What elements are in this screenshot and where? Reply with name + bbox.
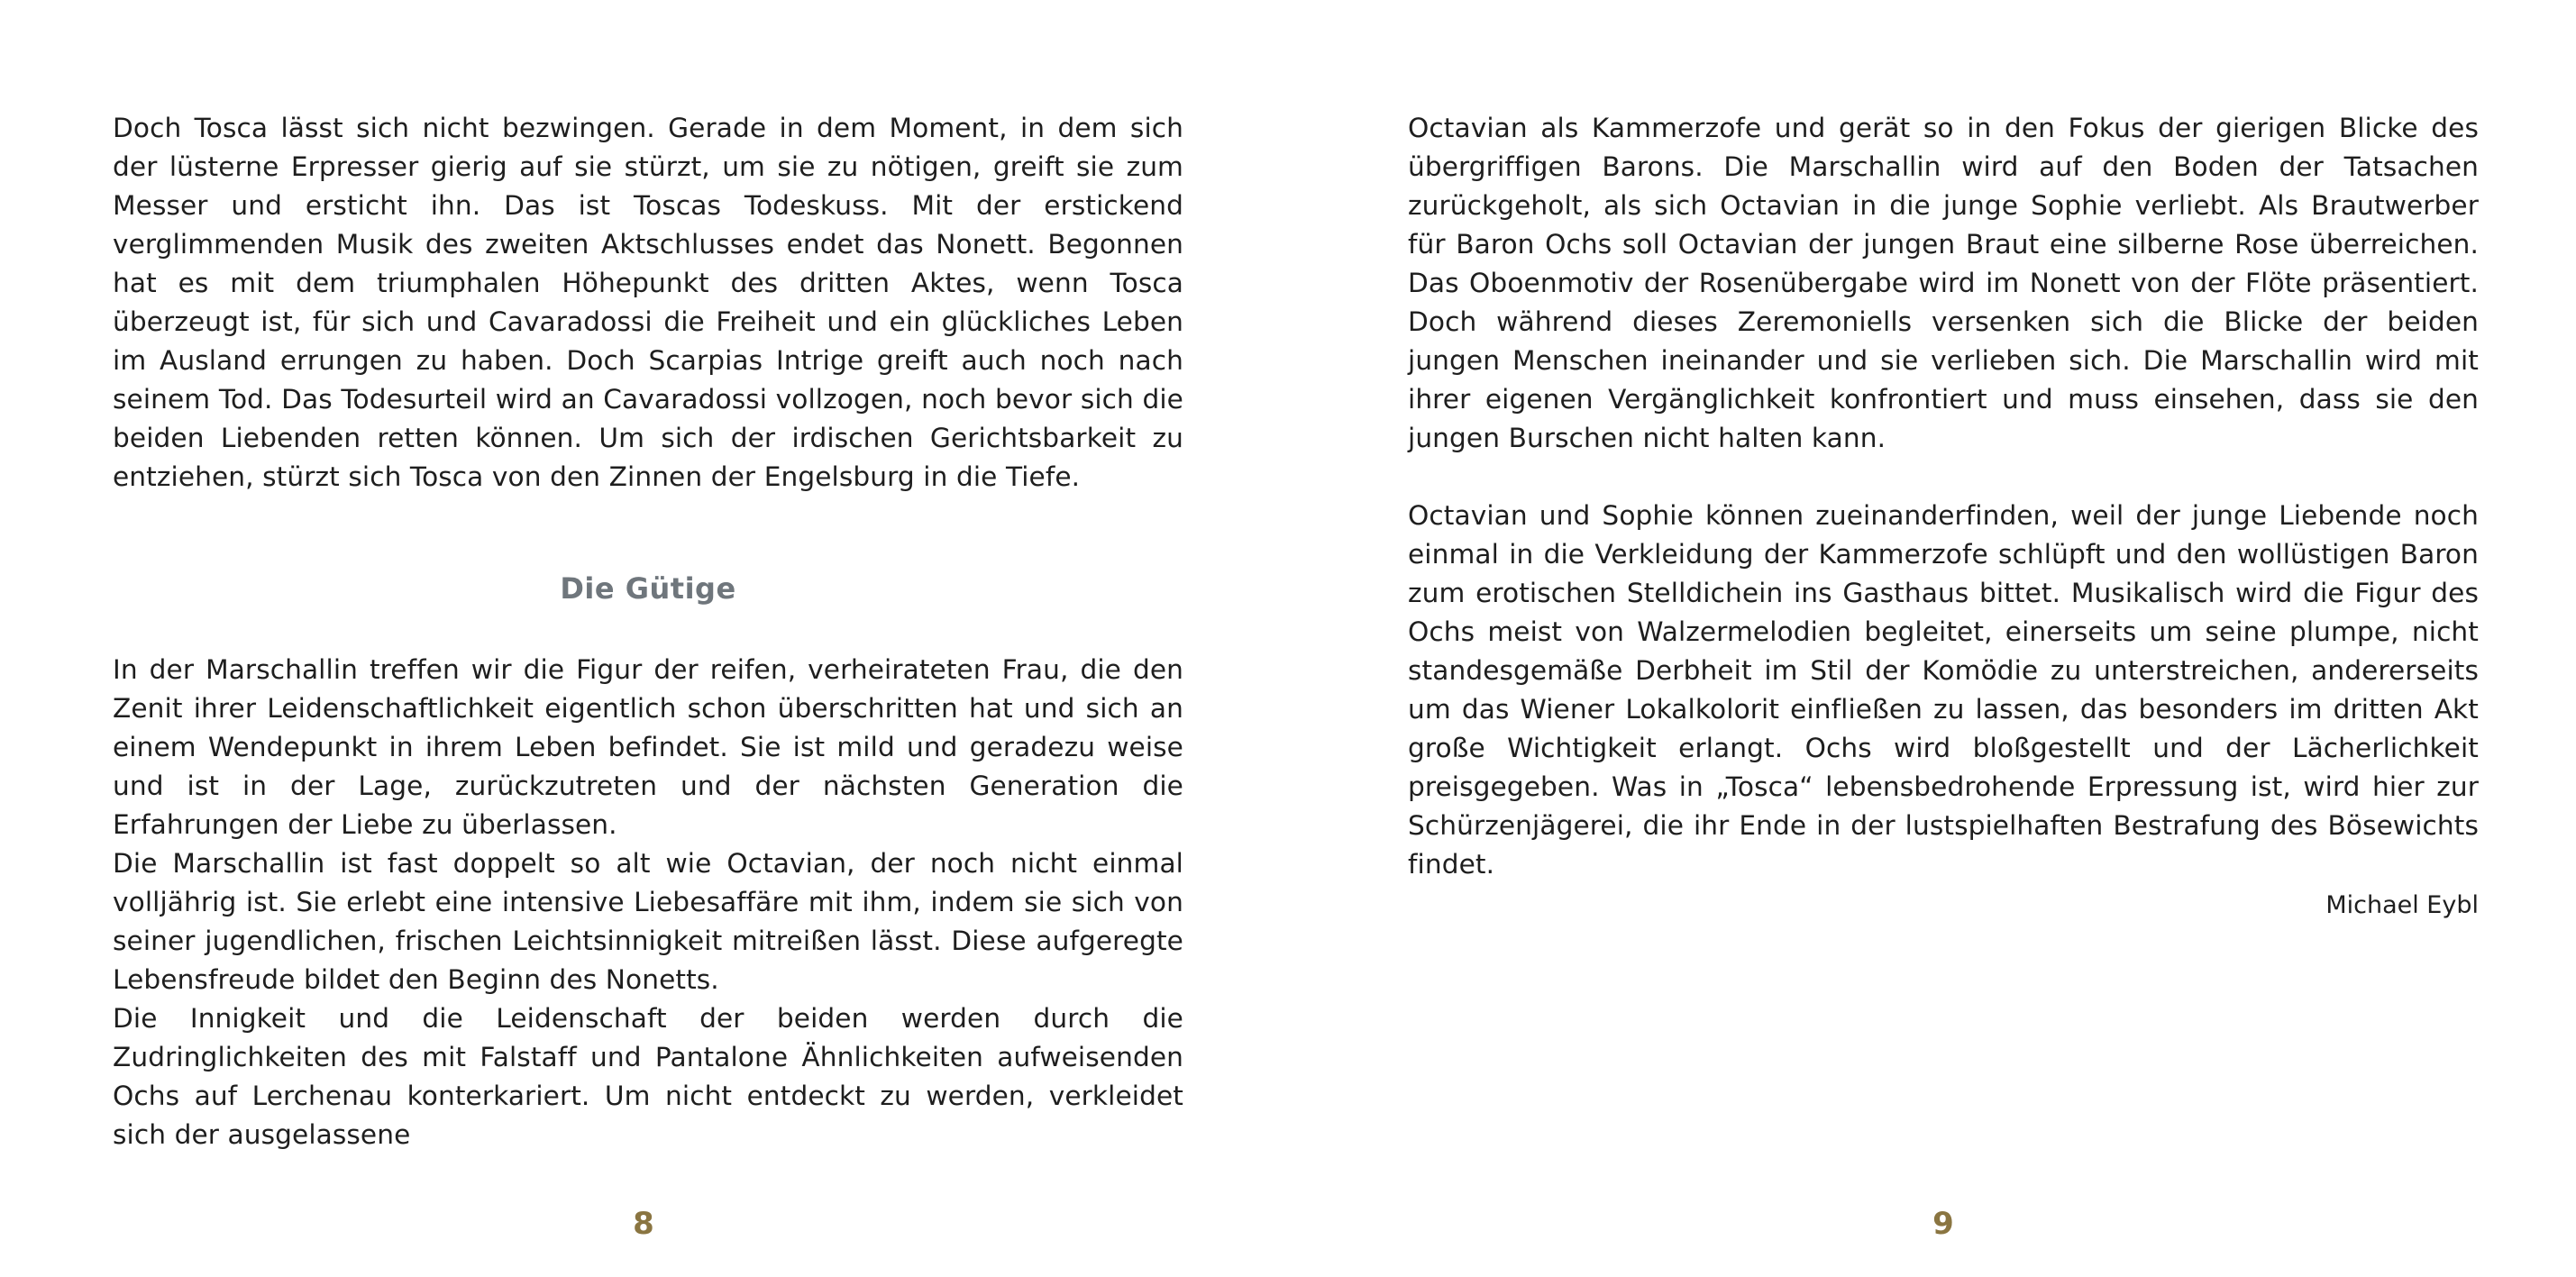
intro-text-block	[113, 109, 1183, 497]
section-heading: Die Gütige	[560, 571, 736, 606]
paragraph: Octavian und Sophie können zueinanderfinden, weil der junge Liebende noch einmal in die Verkleidung der Kammerzofe schlüpft und den wollüstigen Baron zum erotischen Stelldichein ins Gasthaus bittet. Musikalisch wird die Figur des Ochs meist von Walzermelodien begleitet, einerseits um seine plumpe, nicht standesgemäße Derbheit im Stil der Komödie zu unterstreichen, andererseits um das Wiener Lokalkolorit einfließen zu lassen, das besonders im dritten Akt große Wichtigkeit erlangt. Ochs wird bloßgestellt und der Lächerlichkeit preisgegeben. Was in „Tosca“ lebensbedrohende Erpressung ist, wird hier zur Schürzenjägerei, die ihr Ende in der lustspielhaften Bestrafung des Bösewichts findet.	[1408, 500, 2479, 880]
right-text-block	[1408, 109, 2479, 884]
author-signature: Michael Eybl	[2325, 891, 2479, 919]
paragraph: In der Marschallin treffen wir die Figur der reifen, verheirateten Frau, die den Zenit ihrer Leidenschaftlichkeit eigentlich schon überschritten hat und sich an einem Wendepunkt in ihrem Leben befindet. Sie ist mild und geradezu weise und ist in der Lage, zurückzutreten und der nächsten Generation die Erfahrungen der Liebe zu überlassen.	[113, 654, 1183, 840]
page-number: 8	[633, 1206, 654, 1242]
main-text-block	[113, 651, 1183, 1154]
paragraph: Die Innigkeit und die Leidenschaft der beiden werden durch die Zudringlichkeiten des mit Falstaff und Pantalone Ähnlichkeiten aufweisenden Ochs auf Lerchenau konterkariert. Um nicht entdeckt zu werden, verkleidet sich der ausgelassene	[113, 1003, 1183, 1150]
page-number: 9	[1932, 1206, 1954, 1242]
paragraph: Octavian als Kammerzofe und gerät so in den Fokus der gierigen Blicke des übergriffigen Barons. Die Marschallin wird auf den Boden der Tatsachen zurückgeholt, als sich Octavian in die junge Sophie verliebt. Als Brautwerber für Baron Ochs soll Octavian der jungen Braut eine silberne Rose überreichen. Das Oboenmotiv der Rosenübergabe wird im Nonett von der Flöte präsentiert. Doch während dieses Zeremoniells versenken sich die Blicke der beiden jungen Menschen ineinander und sie verlieben sich. Die Marschallin wird mit ihrer eigenen Vergänglichkeit konfrontiert und muss einsehen, dass sie den jungen Burschen nicht halten kann.	[1408, 113, 2479, 453]
intro-paragraph: Doch Tosca lässt sich nicht bezwingen. Gerade in dem Moment, in dem sich der lüsterne Erpresser gierig auf sie stürzt, um sie zu nötigen, greift sie zum Messer und ersticht ihn. Das ist Toscas Todeskuss. Mit der erstickend verglimmenden Musik des zweiten Aktschlusses endet das Nonett. Begonnen hat es mit dem triumphalen Höhepunkt des dritten Aktes, wenn Tosca überzeugt ist, für sich und Cavaradossi die Freiheit und ein glückliches Leben im Ausland errungen zu haben. Doch Scarpias Intrige greift auch noch nach seinem Tod. Das Todesurteil wird an Cavaradossi vollzogen, noch bevor sich die beiden Liebenden retten können. Um sich der irdischen Gerichtsbarkeit zu entziehen, stürzt sich Tosca von den Zinnen der Engelsburg in die Tiefe.	[113, 113, 1183, 492]
right-page	[1288, 0, 2576, 1277]
paragraph: Die Marschallin ist fast doppelt so alt wie Octavian, der noch nicht einmal volljährig ist. Sie erlebt eine intensive Liebesaffäre mit ihm, indem sie sich von seiner jugendlichen, frischen Leichtsinnigkeit mitreißen lässt. Diese aufgeregte Lebensfreude bildet den Beginn des Nonetts.	[113, 848, 1183, 995]
